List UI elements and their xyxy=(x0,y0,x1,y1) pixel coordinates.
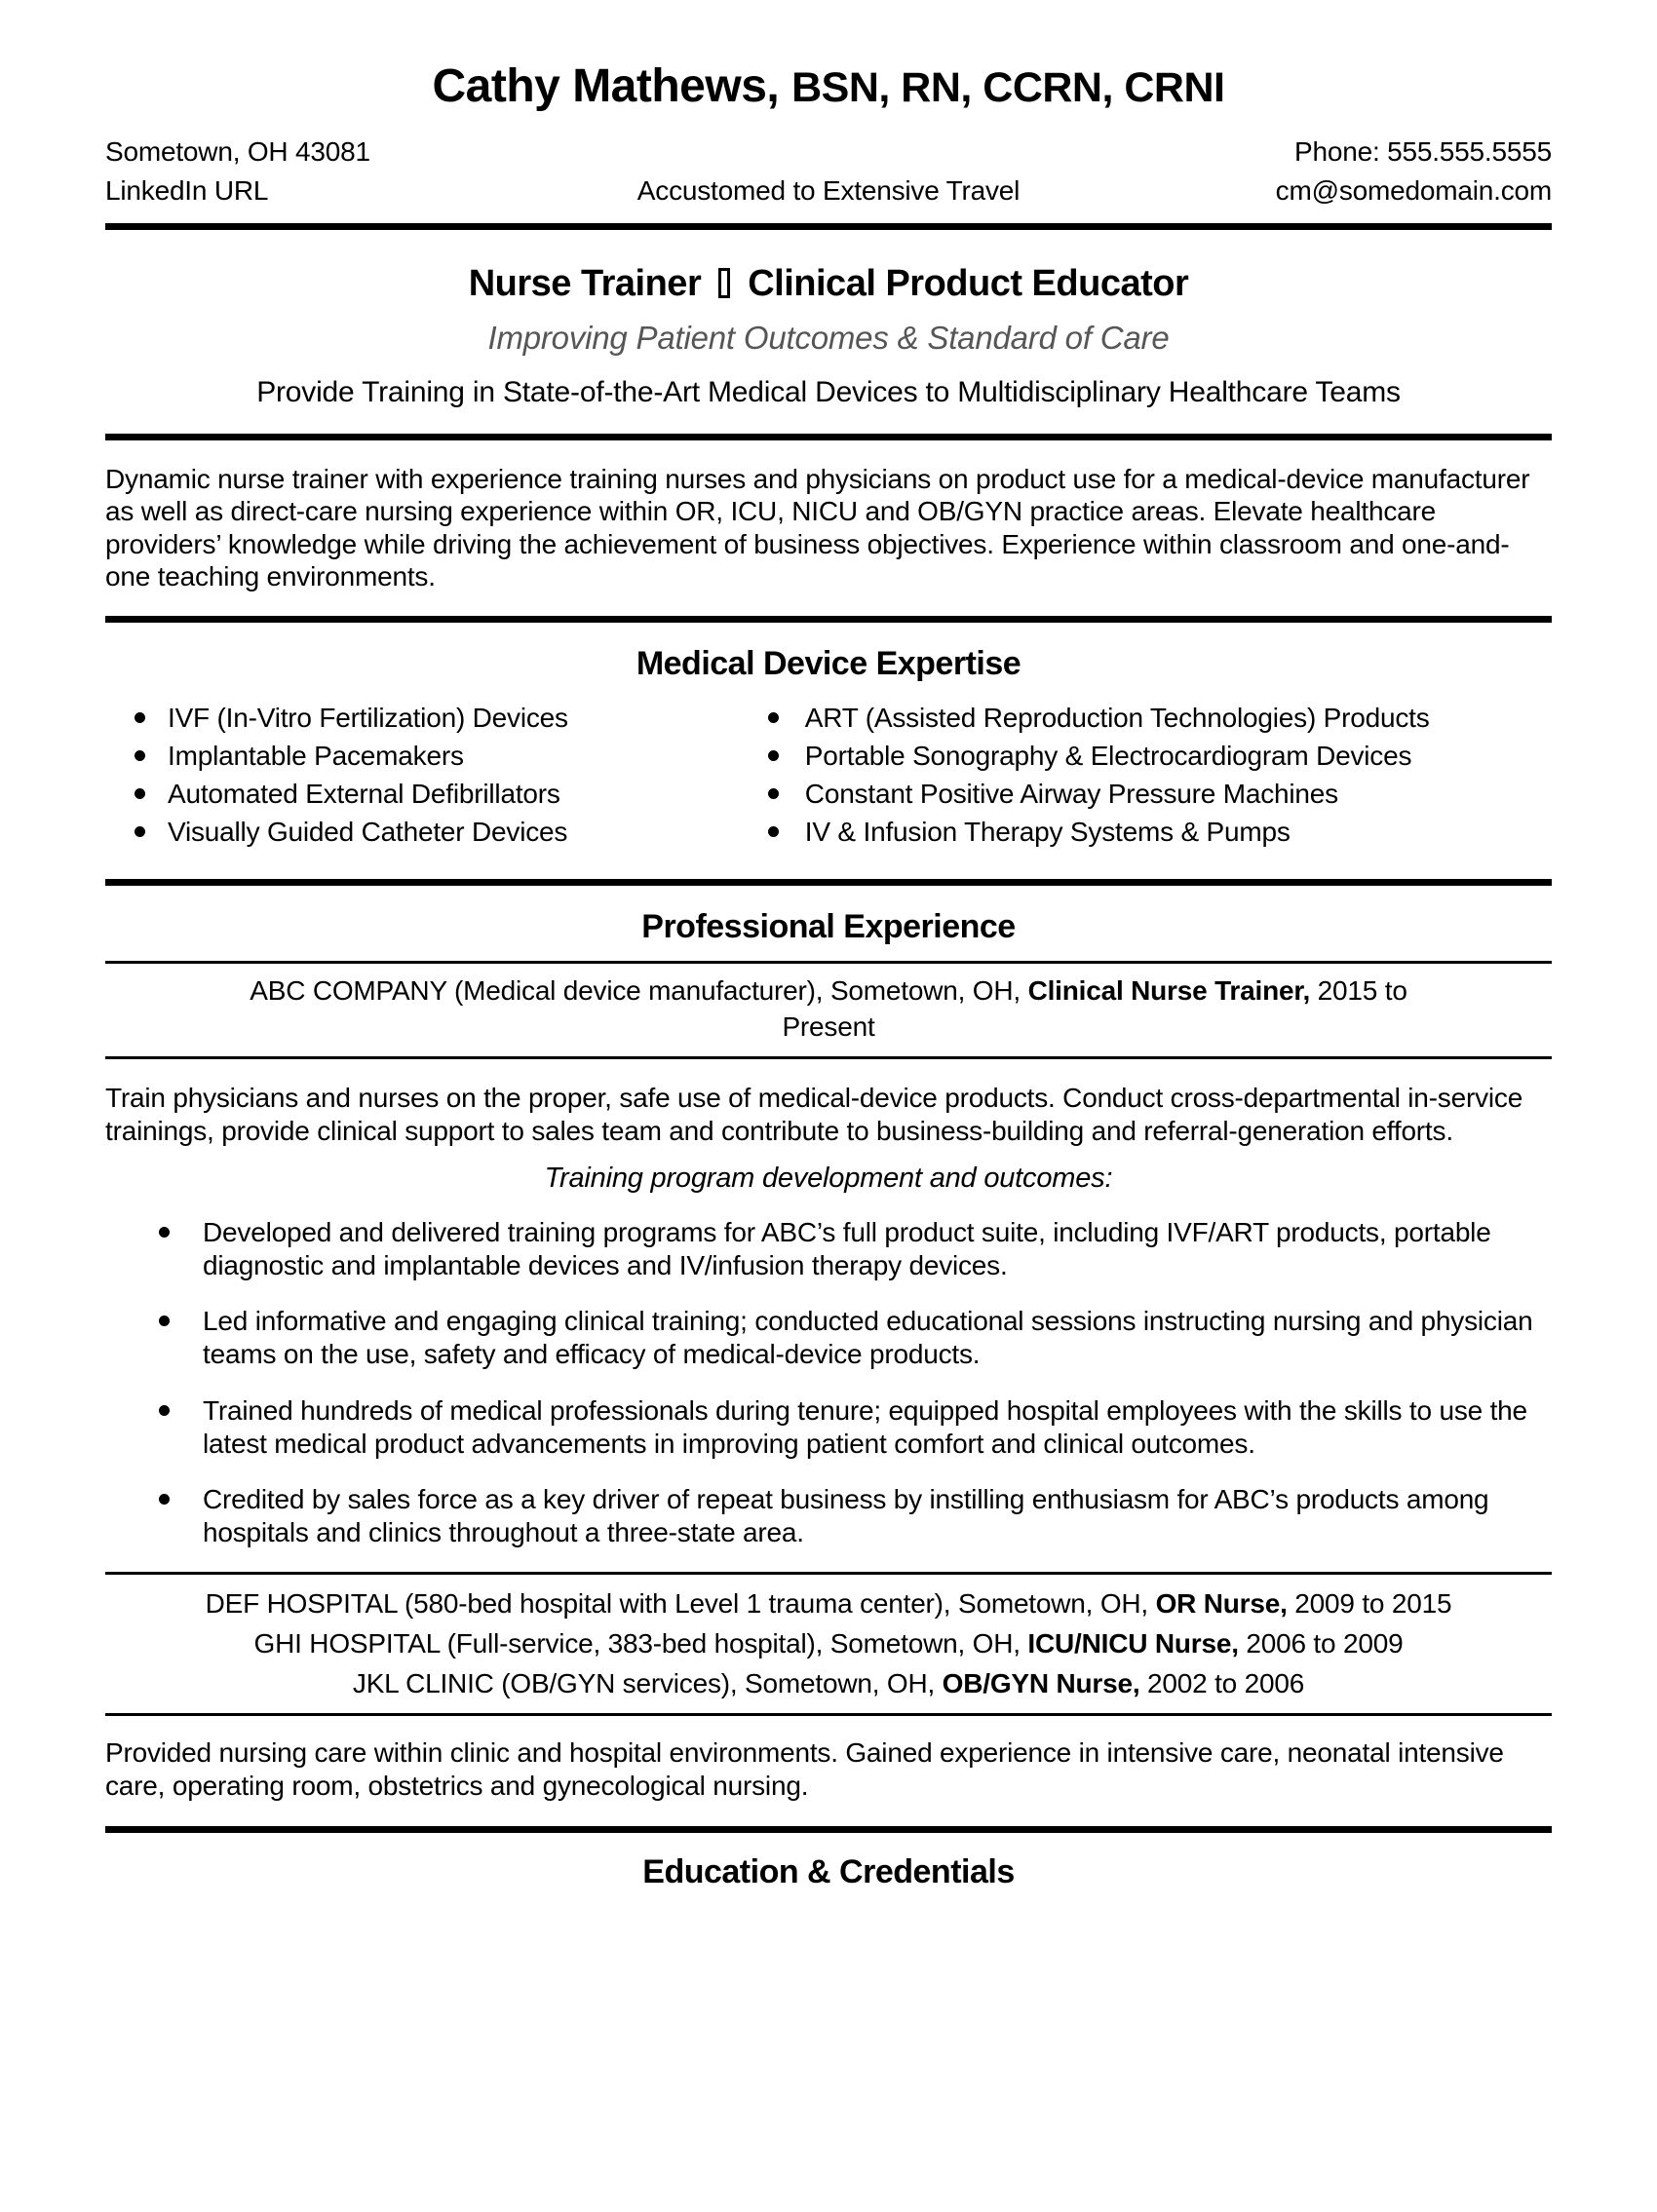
divider-summary xyxy=(105,616,1552,623)
bullet-icon xyxy=(159,1494,170,1505)
missing-glyph-box-icon xyxy=(718,268,730,298)
candidate-name xyxy=(105,60,1552,113)
experience-bullet xyxy=(105,1216,1552,1282)
expertise-item-label: Visually Guided Catheter Devices xyxy=(168,817,568,848)
divider-education xyxy=(105,1826,1552,1833)
experience-bullet-text: Trained hundreds of medical professionals during tenure; equipped hospital employees with the skills to use the latest medical product advancements in improving patient comfort and clinical outcomes. xyxy=(203,1394,1527,1459)
experience-heading: Professional Experience xyxy=(641,908,1016,946)
entry-dates: 2009 to 2015 xyxy=(1287,1588,1452,1620)
headline-section xyxy=(105,263,1552,410)
entry-role: ICU/NICU Nurse, xyxy=(1027,1628,1239,1659)
divider-header xyxy=(105,223,1552,230)
role-title-right: Clinical Product Educator xyxy=(748,263,1189,305)
expertise-item xyxy=(105,702,756,735)
tagline: Improving Patient Outcomes & Standard of Care xyxy=(487,319,1170,356)
bullet-icon xyxy=(135,750,145,761)
expertise-item xyxy=(756,816,1468,849)
expertise-item-label: IVF (In-Vitro Fertilization) Devices xyxy=(168,702,568,733)
bullet-icon xyxy=(768,712,779,723)
entry-role: OB/GYN Nurse, xyxy=(942,1668,1140,1699)
expertise-item xyxy=(756,740,1468,773)
experience-entry-ghi xyxy=(200,1626,1457,1662)
expertise-item xyxy=(105,816,756,849)
contact-linkedin: LinkedIn URL xyxy=(105,174,269,206)
entry-company: ABC COMPANY (Medical device manufacturer), Sometown, OH, xyxy=(250,975,1028,1007)
bullet-icon xyxy=(768,788,779,799)
expertise-item-label: IV & Infusion Therapy Systems & Pumps xyxy=(804,817,1291,848)
bullet-icon xyxy=(768,750,779,761)
bullet-icon xyxy=(159,1405,170,1416)
divider-experience-heading xyxy=(105,961,1552,964)
bullet-icon xyxy=(135,826,145,837)
divider-prior-roles-top xyxy=(105,1572,1552,1575)
expertise-item-label: Automated External Defibrillators xyxy=(168,779,560,810)
bullet-icon xyxy=(159,1227,170,1238)
entry-dates: 2015 to Present xyxy=(782,975,1407,1043)
experience-entry-jkl xyxy=(200,1666,1457,1702)
divider-current-role xyxy=(105,1056,1552,1059)
resume-header xyxy=(105,60,1552,210)
experience-entry-abc xyxy=(200,973,1457,1046)
divider-headline xyxy=(105,434,1552,440)
expertise-columns xyxy=(105,702,1552,855)
entry-role: Clinical Nurse Trainer, xyxy=(1027,975,1311,1007)
bullet-icon xyxy=(768,826,779,837)
contact-phone: Phone: 555.555.5555 xyxy=(1293,135,1552,167)
contact-location: Sometown, OH 43081 xyxy=(105,135,370,167)
experience-bullet-text: Led informative and engaging clinical training; conducted educational sessions instructing nursing and physician teams on the use, safety and efficacy of medical-device products. xyxy=(203,1306,1533,1370)
entry-company: GHI HOSPITAL (Full-service, 383-bed hospital), Sometown, OH, xyxy=(253,1628,1028,1659)
divider-prior-roles-bottom xyxy=(105,1713,1552,1716)
divider-expertise xyxy=(105,879,1552,886)
entry-company: DEF HOSPITAL (580-bed hospital with Level 1 trauma center), Sometown, OH, xyxy=(205,1588,1156,1620)
contact-row-1 xyxy=(105,133,1552,172)
expertise-item xyxy=(105,740,756,773)
value-proposition: Provide Training in State-of-the-Art Medical Devices to Multidisciplinary Healthcare Teams xyxy=(256,375,1401,408)
candidate-credentials: BSN, RN, CCRN, CRNI xyxy=(791,64,1225,111)
education-heading: Education & Credentials xyxy=(642,1853,1015,1891)
expertise-item xyxy=(756,778,1468,811)
entry-role: OR Nurse, xyxy=(1155,1588,1288,1620)
bullet-icon xyxy=(159,1316,170,1326)
education-section xyxy=(105,1852,1552,1892)
expertise-section xyxy=(105,644,1552,854)
expertise-item-label: Implantable Pacemakers xyxy=(168,740,464,771)
expertise-column-1 xyxy=(105,702,756,855)
contact-travel-note: Accustomed to Extensive Travel xyxy=(636,174,1021,206)
entry-dates: 2002 to 2006 xyxy=(1139,1668,1305,1699)
contact-email: cm@somedomain.com xyxy=(1275,174,1552,206)
experience-entry-def xyxy=(200,1586,1457,1622)
expertise-item-label: Portable Sonography & Electrocardiogram Devices xyxy=(804,740,1412,771)
role-title xyxy=(105,263,1552,306)
expertise-item-label: Constant Positive Airway Pressure Machines xyxy=(804,779,1338,810)
contact-row-2 xyxy=(105,172,1552,210)
experience-subheading: Training program development and outcomes: xyxy=(544,1163,1113,1195)
experience-bullet xyxy=(105,1483,1552,1549)
experience-bullet-text: Developed and delivered training programs for ABC’s full product suite, including IVF/ART products, portable diagnostic and implantable devices and IV/infusion therapy devices. xyxy=(203,1217,1491,1281)
expertise-column-2 xyxy=(756,702,1552,855)
professional-summary: Dynamic nurse trainer with experience training nurses and physicians on product use for a medical-device manufacturer as well as direct-care nursing experience within OR, ICU, NICU and OB/GYN practice areas. Elevate healthcare providers’ knowledge while driving the achievement of business objectives. Experience within classroom and one-and-one teaching environments. xyxy=(105,463,1530,592)
bullet-icon xyxy=(135,712,145,723)
expertise-item-label: ART (Assisted Reproduction Technologies) Products xyxy=(804,702,1430,733)
experience-description: Train physicians and nurses on the proper, safe use of medical-device products. Conduct cross-departmental in-service trainings, provide clinical support to sales team and contribute to business-building and referral-generation efforts. xyxy=(105,1083,1523,1146)
experience-bullet-list xyxy=(105,1216,1552,1549)
experience-bullet xyxy=(105,1305,1552,1371)
prior-roles-summary: Provided nursing care within clinic and hospital environments. Gained experience in intensive care, neonatal intensive care, operating room, obstetrics and gynecological nursing. xyxy=(105,1737,1504,1802)
candidate-name-main: Cathy Mathews, xyxy=(432,60,780,112)
experience-section xyxy=(105,907,1552,1803)
expertise-heading: Medical Device Expertise xyxy=(636,644,1021,682)
experience-bullet-text: Credited by sales force as a key driver of repeat business by instilling enthusiasm for ABC’s products among hospitals and clinics throughout a three-state area. xyxy=(203,1483,1489,1548)
entry-company: JKL CLINIC (OB/GYN services), Sometown, OH, xyxy=(352,1668,943,1699)
expertise-item xyxy=(105,778,756,811)
bullet-icon xyxy=(135,788,145,799)
entry-dates: 2006 to 2009 xyxy=(1238,1628,1404,1659)
role-title-left: Nurse Trainer xyxy=(468,263,702,305)
expertise-item xyxy=(756,702,1468,735)
experience-bullet xyxy=(105,1394,1552,1461)
